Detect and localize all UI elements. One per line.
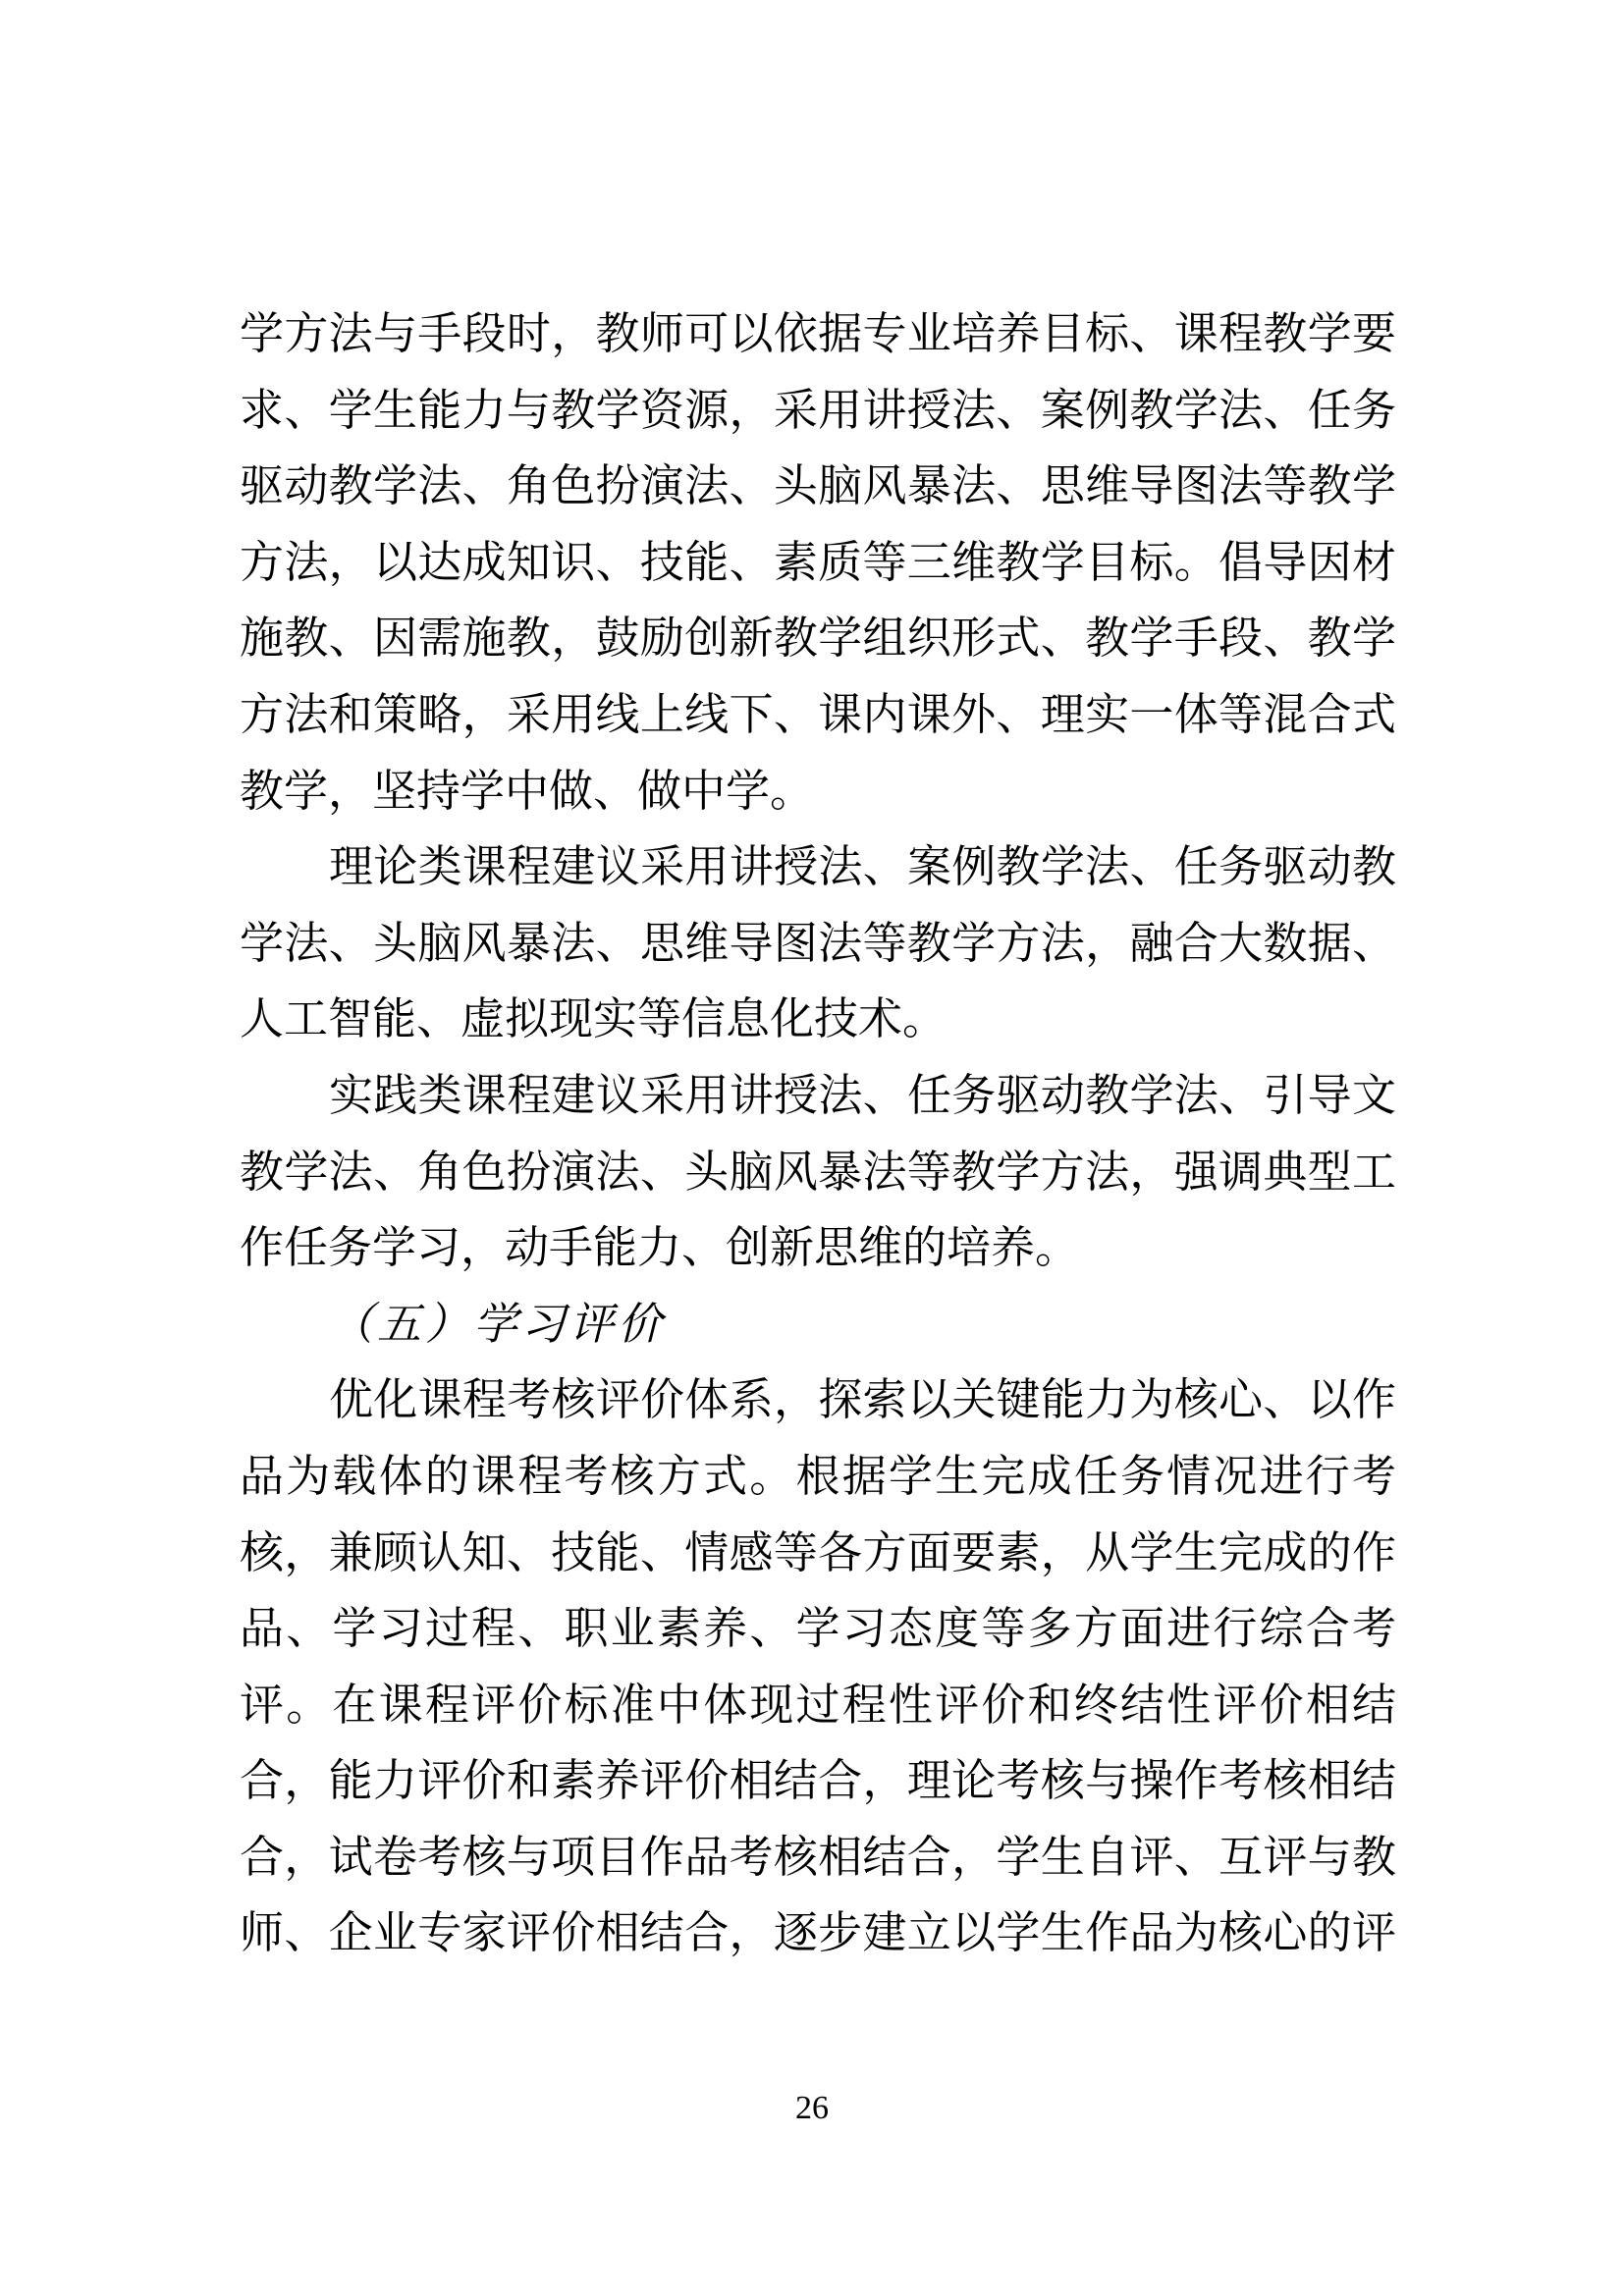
text-line: 理论类课程建议采用讲授法、案例教学法、任务驱动教 <box>329 842 1396 892</box>
text-line: 核，兼顾认知、技能、情感等各方面要素，从学生完成的作 <box>240 1527 1396 1577</box>
text-line: 学法、头脑风暴法、思维导图法等教学方法，融合大数据、 <box>240 918 1396 968</box>
text-line: 学方法与手段时，教师可以依据专业培养目标、课程教学要 <box>240 309 1396 358</box>
text-line: 方法和策略，采用线上线下、课内课外、理实一体等混合式 <box>240 689 1396 739</box>
text-line: 教学，坚持学中做、做中学。 <box>240 766 815 816</box>
text-line: 求、学生能力与教学资源，采用讲授法、案例教学法、任务 <box>240 385 1396 435</box>
text-line: 师、企业专家评价相结合，逐步建立以学生作品为核心的评 <box>240 1908 1396 1958</box>
text-line: 品为载体的课程考核方式。根据学生完成任务情况进行考 <box>240 1451 1396 1501</box>
text-line: 驱动教学法、角色扮演法、头脑风暴法、思维导图法等教学 <box>240 461 1396 511</box>
text-line: 施教、因需施教，鼓励创新教学组织形式、教学手段、教学 <box>240 614 1396 664</box>
text-line: 教学法、角色扮演法、头脑风暴法等教学方法，强调典型工 <box>240 1147 1396 1197</box>
text-line: 合，能力评价和素养评价相结合，理论考核与操作考核相结 <box>240 1756 1396 1806</box>
document-body <box>240 296 1396 1972</box>
page-number: 26 <box>795 2090 829 2126</box>
text-line: 实践类课程建议采用讲授法、任务驱动教学法、引导文 <box>329 1070 1396 1120</box>
text-line: 评。在课程评价标准中体现过程性评价和终结性评价相结 <box>240 1680 1396 1730</box>
text-line: 优化课程考核评价体系，探索以关键能力为核心、以作 <box>329 1375 1396 1425</box>
text-line: 人工智能、虚拟现实等信息化技术。 <box>240 994 947 1044</box>
text-line: 品、学习过程、职业素养、学习态度等多方面进行综合考 <box>240 1604 1396 1654</box>
text-line: 作任务学习，动手能力、创新思维的培养。 <box>240 1223 1080 1273</box>
text-line: 合，试卷考核与项目作品考核相结合，学生自评、互评与教 <box>240 1832 1396 1882</box>
section-heading: （五）学习评价 <box>329 1299 667 1349</box>
text-line: 方法，以达成知识、技能、素质等三维教学目标。倡导因材 <box>240 537 1396 587</box>
